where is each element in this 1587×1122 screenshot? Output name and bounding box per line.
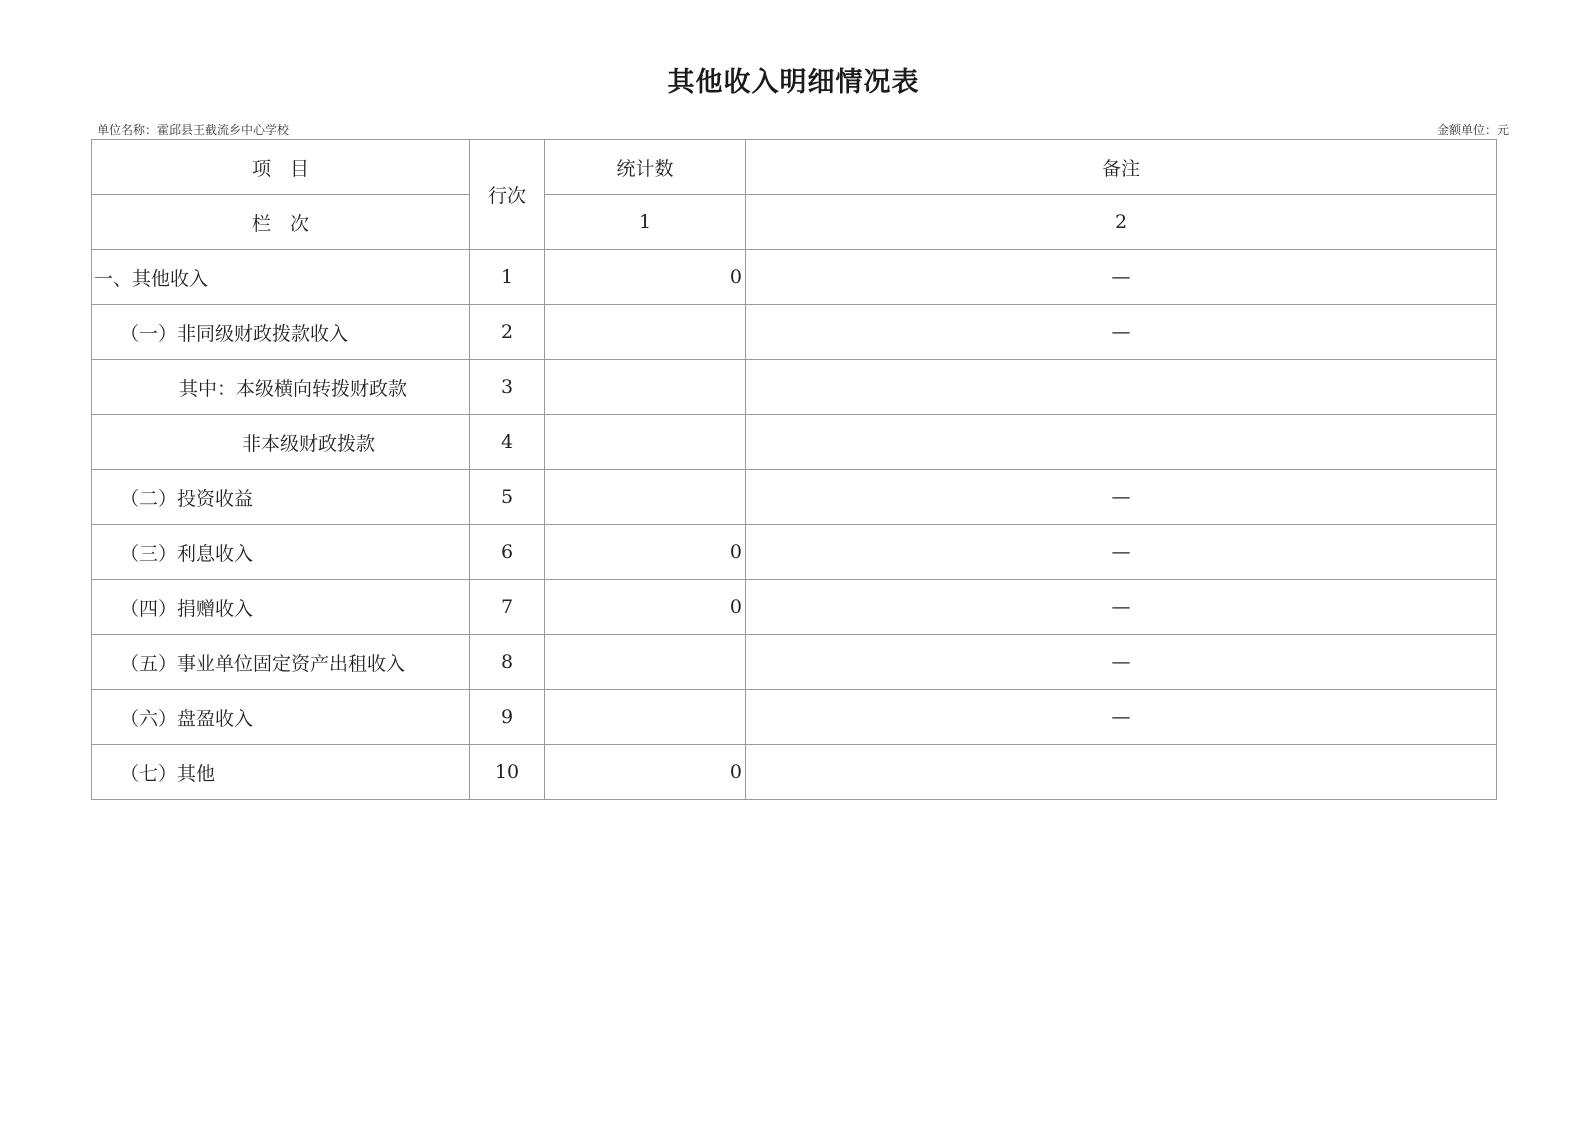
- header-row: [92, 140, 1497, 195]
- row-value: 0: [545, 580, 746, 635]
- header-item: 项 目: [92, 140, 470, 195]
- column-label: 栏 次: [92, 195, 470, 250]
- row-value: [545, 470, 746, 525]
- unit-name: 单位名称：霍邱县王截流乡中心学校: [97, 123, 290, 137]
- table-row: [92, 745, 1497, 800]
- row-value: [545, 635, 746, 690]
- table-row: [92, 360, 1497, 415]
- row-remark: —: [746, 250, 1497, 305]
- row-number: 8: [470, 635, 545, 690]
- table-row: [92, 415, 1497, 470]
- row-item: （七）其他: [92, 745, 470, 800]
- row-value: [545, 305, 746, 360]
- header-remark: 备注: [746, 140, 1497, 195]
- row-value: 0: [545, 250, 746, 305]
- row-number: 3: [470, 360, 545, 415]
- row-item: （六）盘盈收入: [92, 690, 470, 745]
- row-remark: —: [746, 635, 1497, 690]
- row-number: 7: [470, 580, 545, 635]
- table-row: [92, 250, 1497, 305]
- row-item: （二）投资收益: [92, 470, 470, 525]
- row-number: 2: [470, 305, 545, 360]
- row-remark: —: [746, 580, 1497, 635]
- row-remark: [746, 360, 1497, 415]
- row-value: [545, 360, 746, 415]
- header-row-no: 行次: [470, 140, 545, 250]
- report-title: 其他收入明细情况表: [667, 67, 920, 98]
- row-remark: [746, 745, 1497, 800]
- amount-unit: 金额单位：元: [1436, 123, 1509, 137]
- other-income-table: [91, 139, 1497, 800]
- row-item: （三）利息收入: [92, 525, 470, 580]
- row-value: [545, 690, 746, 745]
- column-label-row: [92, 195, 1497, 250]
- row-remark: —: [746, 525, 1497, 580]
- row-number: 1: [470, 250, 545, 305]
- table-row: [92, 525, 1497, 580]
- header-stat: 统计数: [545, 140, 746, 195]
- row-item: （五）事业单位固定资产出租收入: [92, 635, 470, 690]
- row-number: 9: [470, 690, 545, 745]
- row-item: （四）捐赠收入: [92, 580, 470, 635]
- row-item: 其中：本级横向转拨财政款: [92, 360, 470, 415]
- table-row: [92, 635, 1497, 690]
- row-value: [545, 415, 746, 470]
- row-remark: —: [746, 470, 1497, 525]
- row-item: （一）非同级财政拨款收入: [92, 305, 470, 360]
- row-value: 0: [545, 525, 746, 580]
- table-row: [92, 580, 1497, 635]
- row-number: 6: [470, 525, 545, 580]
- row-remark: —: [746, 690, 1497, 745]
- row-value: 0: [545, 745, 746, 800]
- row-number: 10: [470, 745, 545, 800]
- column-number-1: 1: [545, 195, 746, 250]
- table-row: [92, 470, 1497, 525]
- table-row: [92, 305, 1497, 360]
- row-number: 4: [470, 415, 545, 470]
- row-item: 一、其他收入: [92, 250, 470, 305]
- row-item: 非本级财政拨款: [92, 415, 470, 470]
- row-number: 5: [470, 470, 545, 525]
- table-row: [92, 690, 1497, 745]
- column-number-2: 2: [746, 195, 1497, 250]
- row-remark: [746, 415, 1497, 470]
- row-remark: —: [746, 305, 1497, 360]
